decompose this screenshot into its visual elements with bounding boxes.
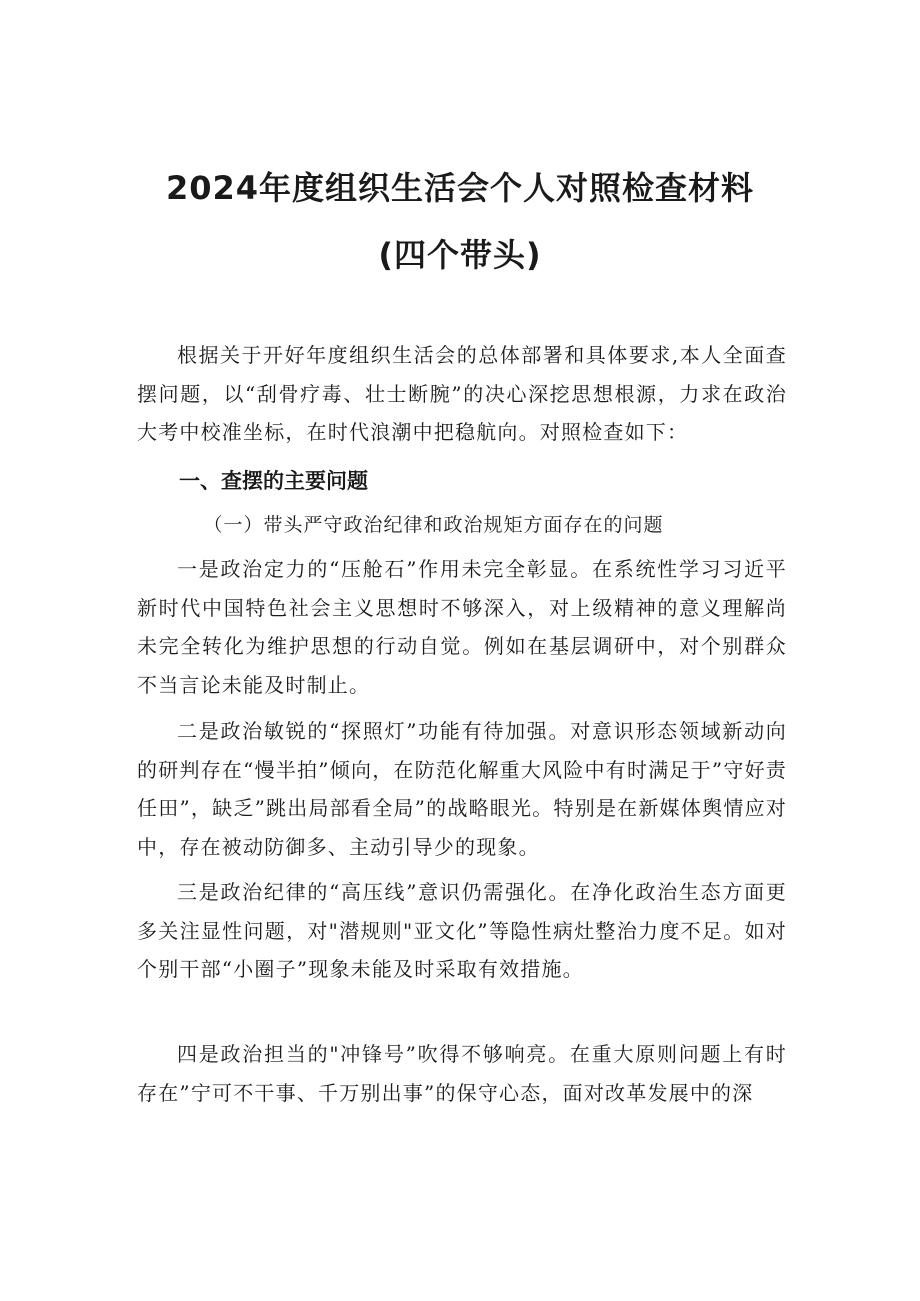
body-paragraph: 三是政治纪律的“高压线”意识仍需强化。在净化政治生态方面更多关注显性问题，对"潜规则"亚文化”等隐性病灶整治力度不足。如对个别干部“小圈子”现象未能及时采取有效措施。 — [137, 880, 787, 981]
document-title: 2024年度组织生活会个人对照检查材料 — [165, 169, 755, 207]
body-paragraph: 一是政治定力的“压舱石”作用未完全彰显。在系统性学习习近平新时代中国特色社会主义思想时不够深入，对上级精神的意义理解尚未完全转化为维护思想的行动自觉。例如在基层调研中，对个别群众不当言论未能及时制止。 — [137, 557, 787, 697]
section-heading: 一、查摆的主要问题 — [179, 469, 368, 493]
intro-paragraph: 根据关于开好年度组织生活会的总体部署和具体要求,本人全面查摆问题，以“刮骨疗毒、壮士断腕”的决心深挖思想根源，力求在政治大考中校准坐标，在时代浪潮中把稳航向。对照检查如下： — [137, 343, 787, 444]
body-paragraph: 四是政治担当的"冲锋号”吹得不够响亮。在重大原则问题上有时存在”宁可不干事、千万别出事”的保守心态，面对改革发展中的深 — [137, 1042, 787, 1105]
subsection-heading: （一）带头严守政治纪律和政治规矩方面存在的问题 — [203, 514, 664, 536]
body-paragraph: 二是政治敏锐的“探照灯”功能有待加强。对意识形态领域新动向的研判存在“慢半拍”倾向，在防范化解重大风险中有时满足于”守好责任田”，缺乏”跳出局部看全局”的战略眼光。特别是在新媒体舆情应对中，存在被动防御多、主动引导少的现象。 — [137, 719, 787, 859]
document-subtitle: (四个带头) — [378, 236, 542, 274]
